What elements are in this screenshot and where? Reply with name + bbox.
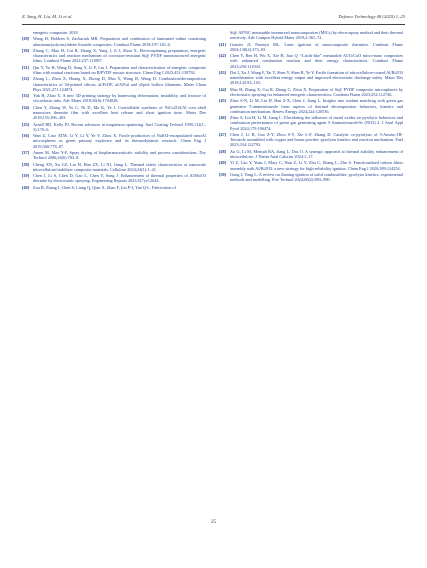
reference-text[interactable]: Xu G, Li M, Mensah RA, Jiang L, Das O. A synergic approach to thermal stability enhancement of nitrocellulose. J Therm Anal Calorim 2024:1–17. xyxy=(230,148,403,159)
page-number: 25 xyxy=(211,520,216,525)
reference-number: [39] xyxy=(22,173,30,179)
reference-entry xyxy=(22,185,206,190)
reference-number: [46] xyxy=(219,115,227,121)
reference-entry xyxy=(219,132,403,148)
reference-text[interactable]: Amen M, Mao Y-F. Spray drying of biopharmaceuticals: stability and process considerations. Dry Technol 2006;24(6):763–8. xyxy=(33,149,206,161)
references-right-column xyxy=(219,30,403,184)
reference-number: [49] xyxy=(219,160,227,166)
reference-text[interactable]: Yuk H, Zhao X. A new 3D printing strategy by harnessing deformation, instability, and fracture of viscoelastic inks. Adv Mater 2018;30(6):1704028. xyxy=(33,93,206,104)
reference-entry xyxy=(219,30,403,40)
reference-text[interactable]: Arnell RD, Kelly PJ. Recent advances in magnetron sputtering. Surf Coating Technol 1999;112(1–3):170–6. xyxy=(33,121,206,132)
reference-text[interactable]: Cheng XN, Xu GZ, Liu H, Han ZX, Li NJ, Jiang L. Thermal safety characteristics of nanoscale nitrocellulose/stabilizer composite materials. Cellulose 2024;24(1):1–21. xyxy=(33,161,206,172)
reference-text[interactable]: Chen J, Li B, Guo Z-Y, Zhou S-Y, Xie L-F, Zhang D. Catalytic co-pyrolysis of 5-Amino-1H-Tetrazole assembled with copper and boron powder: pyrolysis kinetics and reaction mechanism. Fuel 2023;334:122793. xyxy=(230,131,403,148)
reference-entry xyxy=(22,30,206,35)
reference-text[interactable]: Wan Z, Cruz ATM, Li Y, Li Y, Ye Y, Zhou X. Facile production of NaIO4-encapsulated nanoAl microspheres as green primary explosive and its thermodynamic research. Chem Eng J 2019;360:778–87. xyxy=(33,133,206,149)
reference-entry xyxy=(219,42,403,52)
reference-number: [34] xyxy=(22,104,30,110)
reference-number: [35] xyxy=(22,121,30,127)
references-left-column xyxy=(22,30,206,191)
reference-number: [32] xyxy=(22,76,30,82)
reference-entry xyxy=(22,162,206,172)
reference-entry xyxy=(22,65,206,75)
reference-text[interactable]: energetic composite. 2018. xyxy=(33,30,79,35)
reference-number: [42] xyxy=(219,53,227,59)
reference-text[interactable]: Chen Y, Zhang W, Yu C, Ni D, Ma K, Ye J. Controllable synthesis of NiCo2O4/Al core–shell nanowires thermite film with excellent heat release and short ignition time. Mater Des 2018;155:396–403. xyxy=(33,104,206,121)
reference-text[interactable]: Wang H, Holdren S, Zachariah MR. Preparation and combustion of laminated iodine containing aluminum/polyvinylidene fluoride composites. Combust Flame 2018;197:120–6. xyxy=(33,36,206,47)
reference-number: [48] xyxy=(219,148,227,154)
reference-text[interactable]: Yi Z, Cao Y, Yuan J, Mary C, Wan Z, Li Y, Zhu C, Zhang L, Zhu S. Functionalized carbon fibers assembly with Al/Bi2O3: a new strategy for high-reliability ignition. Chem Eng J 2020;389:124254. xyxy=(230,160,403,171)
reference-number: [50] xyxy=(219,171,227,177)
reference-entry xyxy=(22,150,206,160)
reference-entry xyxy=(219,98,403,114)
reference-number: [40] xyxy=(22,184,30,190)
reference-entry xyxy=(22,122,206,132)
reference-text[interactable]: Dai J, Xu J, Wang F, Tai Y, Shen Y, Shen R, Ye Y. Facile formation of nitrocellulose-coated Al/Bi2O3 nanothermites with excellent energy output and improved electrostatic discharge safety. Mater Des 2018;143:93–103. xyxy=(230,69,403,86)
reference-entry xyxy=(22,133,206,149)
reference-entry xyxy=(219,149,403,159)
reference-text[interactable]: Si@ AP/NC metastable intermixed nanocomposites (MICs) by electrospray method and their thermal reactivity. Adv Compos Hybrid Mater 2019;2:361–72. xyxy=(230,30,403,41)
reference-text[interactable]: Mao H, Zhang X, Cui R, Zhang C, Zhou X. Preparation of Si@ PVDF composite microspheres by electrostatic spraying for enhanced energetic characteristics. Combust Flame 2023;252:112746. xyxy=(230,86,403,97)
reference-text[interactable]: Qin Y, Yu H, Wang D, Song Y, Li F, Liu J. Preparation and characterization of energetic composite films with mutual reactions based on B/PVDF mosaic structure. Chem Eng J 2023;451:138792. xyxy=(33,64,206,75)
reference-entry xyxy=(219,87,403,97)
reference-number: [45] xyxy=(219,98,227,104)
header-rule xyxy=(22,24,405,25)
running-header xyxy=(22,14,405,24)
reference-entry xyxy=(219,160,403,170)
header-journal: Defence Technology 48 (2025) 1–25 xyxy=(338,14,405,19)
reference-number: [30] xyxy=(22,47,30,53)
reference-entry xyxy=(219,53,403,69)
reference-text[interactable]: Zhang C, Mao H, Cui R, Zhang X, Yang J, Ji J, Zhou X. Electrospinning preparation, energetic characteristics and reaction mechanism of corrosion-resistant Si@ PVDF nanostructured energetic films. Combust Flame 2022;237:111887. xyxy=(33,47,206,64)
reference-entry xyxy=(22,93,206,103)
header-authors: Z. Yang, H. Liu, M. Li et al. xyxy=(22,14,73,19)
reference-entry xyxy=(22,36,206,46)
reference-number: [38] xyxy=(22,161,30,167)
reference-text[interactable]: Zuo B, Zhang J, Chen S, Liang Q, Qian X, Zhao F, Liu P-J, Yan Q-L. Fabrication of xyxy=(33,184,176,190)
reference-entry xyxy=(219,115,403,131)
reference-text[interactable]: Granier JJ, Pantoya ML. Laser ignition of nanocomposite thermites. Combust Flame 2004;138(4):373–83. xyxy=(230,41,403,52)
reference-text[interactable]: Chen J, Li S, Chen D, Gao L, Chen Y, Song J. Enhancement of thermal properties of Al/MoO3 thermite by electrostatic spraying. Engineering Reports 2023;5(7):e12644. xyxy=(33,173,206,184)
reference-entry xyxy=(22,173,206,183)
reference-entry xyxy=(22,105,206,121)
reference-number: [29] xyxy=(22,36,30,42)
reference-text[interactable]: Zhao S, Liu H, Li M, Jiang L. Elucidating the influence of metal oxides on pyrolytic behaviors and combustion performance of green gas generating agent 5-Aminotetrazole/Sr (NO3) 2. J Anal Appl Pyrol 2024;179:106474. xyxy=(230,115,403,131)
reference-number: [44] xyxy=(219,86,227,92)
reference-text[interactable]: Chen Y, Ren H, Wu X, Xie H, Jiao Q. “Litchi-like” metastable Al/Ti/CuO micro-nano composites with enhanced combustion reaction and their energy characteristics. Combust Flame 2023;250:112943. xyxy=(230,53,403,69)
reference-number: [41] xyxy=(219,41,227,47)
reference-text[interactable]: Zhao S-N, Li M, Liu H, Han Z-X, Chen J, Jiang L. Insights into oxidant matching with green gas generator 5-aminotetrazole from aspects of thermal decomposition behaviors, kinetics and combustion mechanism. Renew Energy 2024;224:120536. xyxy=(230,98,403,114)
reference-number: [33] xyxy=(22,93,30,99)
reference-text[interactable]: Zhong L, Zhou X, Huang X, Zhong D, Mao Y, Wang R, Wang D. Combustion/decomposition characteristics of 3d-printed silicon, al/PvDF, al/AP/al and al/ptfe hollow filaments. Mater Chem Phys 2021;271:124874. xyxy=(33,76,206,92)
reference-entry xyxy=(219,70,403,86)
reference-number: [31] xyxy=(22,64,30,70)
reference-number: [43] xyxy=(219,69,227,75)
reference-entry xyxy=(219,172,403,182)
reference-number: [36] xyxy=(22,133,30,139)
reference-entry xyxy=(22,48,206,64)
reference-number: [37] xyxy=(22,149,30,155)
reference-entry xyxy=(22,76,206,92)
reference-number: [47] xyxy=(219,131,227,137)
reference-text[interactable]: Gong J, Yang L. A review on flaming ignition of solid combustibles: pyrolysis kinetics, experimental methods and modelling. Fire Technol 2024;60(2):893–990. xyxy=(230,171,403,183)
